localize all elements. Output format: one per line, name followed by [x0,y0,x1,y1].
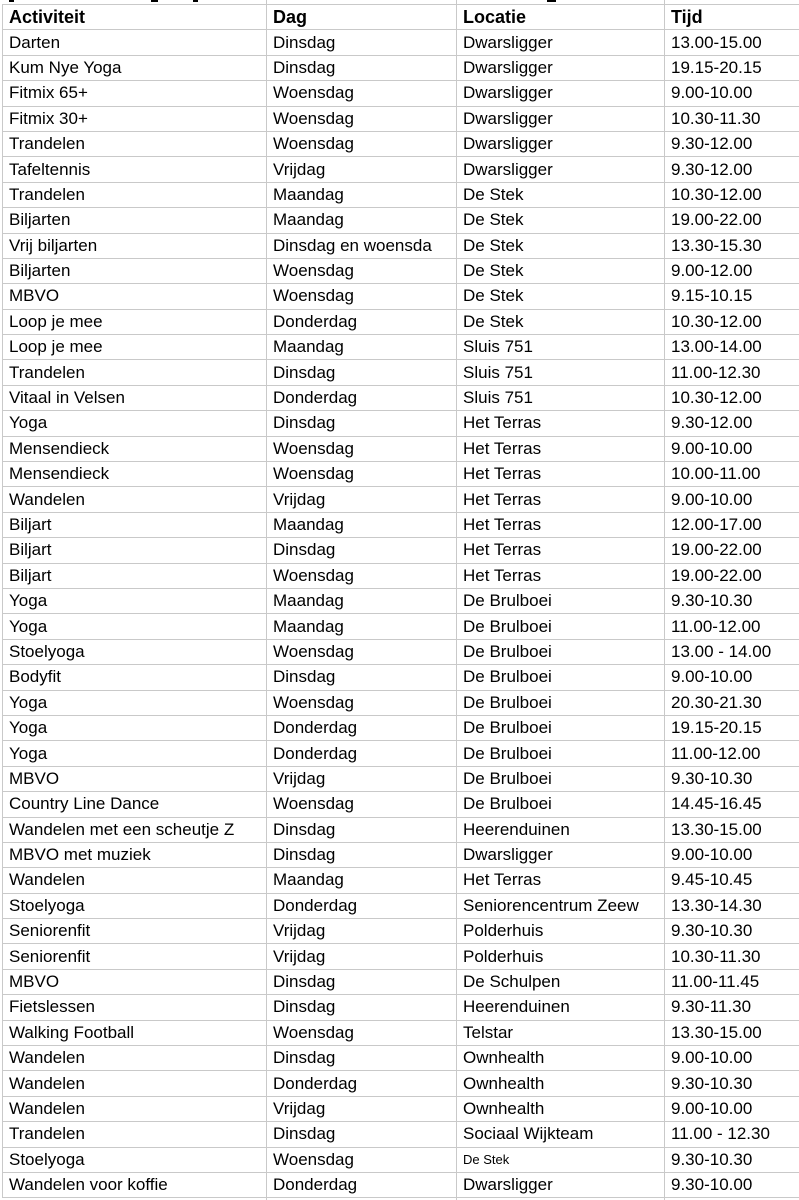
cell-activiteit[interactable]: MBVO [3,766,267,791]
cell-tijd[interactable]: 9.30-10.00 [665,1172,799,1197]
cell-dag[interactable]: Dinsdag [267,360,457,385]
table-row[interactable] [3,208,799,233]
cell-activiteit[interactable]: Walking Football [3,1020,267,1045]
cell-dag[interactable]: Woensdag [267,462,457,487]
table-row[interactable] [3,131,799,156]
cell-locatie[interactable]: Dwarsligger [457,106,665,131]
cell-activiteit[interactable]: Mensendieck [3,462,267,487]
cell-activiteit[interactable]: Stoelyoga [3,639,267,664]
cell-locatie[interactable]: Sociaal Wijkteam [457,1122,665,1147]
cell-tijd[interactable]: 13.00 - 14.00 [665,639,799,664]
cell-locatie[interactable]: Het Terras [457,868,665,893]
cell-locatie[interactable]: De Stek [457,1147,665,1172]
cell-tijd[interactable]: 10.30-12.00 [665,385,799,410]
cell-tijd[interactable]: 9.00-10.00 [665,81,799,106]
cell-tijd[interactable]: 13.30-14.30 [665,893,799,918]
cell-locatie[interactable]: Ownhealth [457,1071,665,1096]
cell-locatie[interactable]: Heerenduinen [457,817,665,842]
cell-dag[interactable]: Woensdag [267,563,457,588]
cell-locatie[interactable]: Het Terras [457,487,665,512]
cell-activiteit[interactable]: Yoga [3,715,267,740]
cell-dag[interactable]: Woensdag [267,639,457,664]
table-row[interactable] [3,792,799,817]
cell-locatie[interactable]: Sluis 751 [457,385,665,410]
cell-dag[interactable]: Dinsdag [267,842,457,867]
table-row[interactable] [3,766,799,791]
col-header-tijd[interactable]: Tijd [665,5,799,30]
cell-activiteit[interactable]: Wandelen [3,868,267,893]
cell-locatie[interactable]: Dwarsligger [457,157,665,182]
cell-locatie[interactable]: Het Terras [457,462,665,487]
table-row[interactable] [3,893,799,918]
cell-locatie[interactable]: De Brulboei [457,665,665,690]
table-row[interactable] [3,690,799,715]
table-row[interactable] [3,944,799,969]
cell-tijd[interactable]: 9.30-12.00 [665,131,799,156]
cell-tijd[interactable]: 10.30-12.00 [665,182,799,207]
cell-activiteit[interactable]: Stoelyoga [3,893,267,918]
cell-locatie[interactable]: De Brulboei [457,766,665,791]
cell-locatie[interactable]: De Brulboei [457,741,665,766]
cell-activiteit[interactable]: Trandelen [3,360,267,385]
cell-dag[interactable]: Vrijdag [267,766,457,791]
cell-tijd[interactable]: 9.30-10.30 [665,1147,799,1172]
cell-dag[interactable]: Vrijdag [267,944,457,969]
table-row[interactable] [3,1046,799,1071]
cell-activiteit[interactable]: Vitaal in Velsen [3,385,267,410]
cell-locatie[interactable]: Het Terras [457,512,665,537]
cell-tijd[interactable]: 9.30-10.30 [665,588,799,613]
cell-tijd[interactable]: 19.00-22.00 [665,208,799,233]
table-row[interactable] [3,817,799,842]
table-row[interactable] [3,1147,799,1172]
cell-tijd[interactable]: 11.00-12.00 [665,741,799,766]
cell-dag[interactable]: Dinsdag [267,411,457,436]
cell-dag[interactable]: Vrijdag [267,487,457,512]
cell-activiteit[interactable]: Biljarten [3,258,267,283]
cell-activiteit[interactable]: Trandelen [3,182,267,207]
cell-dag[interactable]: Woensdag [267,436,457,461]
cell-tijd[interactable]: 9.00-10.00 [665,1096,799,1121]
cell-dag[interactable]: Donderdag [267,1071,457,1096]
cell-tijd[interactable]: 9.00-12.00 [665,258,799,283]
cell-dag[interactable]: Maandag [267,868,457,893]
table-row[interactable] [3,462,799,487]
cell-dag[interactable]: Donderdag [267,715,457,740]
cell-dag[interactable]: Maandag [267,588,457,613]
cell-locatie[interactable]: Sluis 751 [457,360,665,385]
table-row[interactable] [3,665,799,690]
cell-locatie[interactable]: Ownhealth [457,1046,665,1071]
cell-tijd[interactable]: 13.30-15.00 [665,817,799,842]
cell-activiteit[interactable]: Country Line Dance [3,792,267,817]
cell-locatie[interactable]: Het Terras [457,411,665,436]
cell-dag[interactable]: Donderdag [267,1172,457,1197]
table-row[interactable] [3,106,799,131]
cell-dag[interactable]: Donderdag [267,385,457,410]
cell-tijd[interactable]: 9.00-10.00 [665,842,799,867]
cell-locatie[interactable]: Polderhuis [457,919,665,944]
clipped-text-fragment [547,0,556,2]
cell-tijd[interactable]: 9.30-10.30 [665,919,799,944]
table-row[interactable] [3,538,799,563]
cell-locatie[interactable]: Het Terras [457,538,665,563]
cell-tijd[interactable]: 12.00-17.00 [665,512,799,537]
cell-activiteit[interactable]: Bodyfit [3,665,267,690]
cell-dag[interactable]: Woensdag [267,1147,457,1172]
table-row[interactable] [3,715,799,740]
table-row[interactable] [3,1071,799,1096]
table-row[interactable] [3,182,799,207]
cell-dag[interactable]: Vrijdag [267,157,457,182]
table-row[interactable] [3,1172,799,1197]
table-row[interactable] [3,1096,799,1121]
cell-dag[interactable]: Woensdag [267,258,457,283]
cell-dag[interactable]: Dinsdag [267,665,457,690]
col-header-locatie[interactable]: Locatie [457,5,665,30]
cell-activiteit[interactable]: Tafeltennis [3,157,267,182]
cell-tijd[interactable]: 20.30-21.30 [665,690,799,715]
table-row[interactable] [3,588,799,613]
cell-tijd[interactable]: 9.30-10.30 [665,766,799,791]
clipped-text-fragment [9,0,14,2]
cell-locatie[interactable]: Het Terras [457,563,665,588]
cell-tijd[interactable]: 11.00-11.45 [665,969,799,994]
table-row[interactable] [3,842,799,867]
table-row[interactable] [3,385,799,410]
cell-dag[interactable]: Woensdag [267,1020,457,1045]
cell-tijd[interactable]: 11.00 - 12.30 [665,1122,799,1147]
cell-dag[interactable]: Maandag [267,335,457,360]
cell-tijd[interactable]: 9.30-11.30 [665,995,799,1020]
cell-activiteit[interactable]: Biljarten [3,208,267,233]
table-row[interactable] [3,81,799,106]
cell-dag[interactable]: Dinsdag [267,538,457,563]
cell-locatie[interactable]: De Brulboei [457,792,665,817]
cell-locatie[interactable]: De Brulboei [457,614,665,639]
cell-dag[interactable]: Dinsdag [267,1122,457,1147]
cell-locatie[interactable]: Polderhuis [457,944,665,969]
cell-activiteit[interactable]: Stoelyoga [3,1147,267,1172]
table-row[interactable] [3,30,799,55]
table-row[interactable] [3,639,799,664]
cell-locatie[interactable]: Ownhealth [457,1096,665,1121]
cell-dag[interactable]: Donderdag [267,741,457,766]
cell-activiteit[interactable]: Vrij biljarten [3,233,267,258]
cell-locatie[interactable]: De Brulboei [457,715,665,740]
cell-activiteit[interactable]: Biljart [3,512,267,537]
table-row[interactable] [3,614,799,639]
cell-activiteit[interactable]: Trandelen [3,131,267,156]
table-row[interactable] [3,868,799,893]
table-row[interactable] [3,233,799,258]
cell-locatie[interactable]: Heerenduinen [457,995,665,1020]
col-header-activiteit[interactable]: Activiteit [3,5,267,30]
cell-tijd[interactable]: 11.00-12.00 [665,614,799,639]
cell-tijd[interactable]: 9.00-10.00 [665,665,799,690]
cell-dag[interactable]: Woensdag [267,792,457,817]
cell-dag[interactable]: Maandag [267,614,457,639]
cell-dag[interactable]: Dinsdag [267,817,457,842]
cell-dag[interactable]: Dinsdag en woensda [267,233,457,258]
clipped-text-fragment [193,0,198,2]
table-row[interactable] [3,157,799,182]
cell-locatie[interactable]: De Brulboei [457,588,665,613]
table-row[interactable] [3,487,799,512]
cell-tijd[interactable]: 9.15-10.15 [665,284,799,309]
cell-tijd[interactable]: 13.00-14.00 [665,335,799,360]
table-row[interactable] [3,309,799,334]
table-body [3,30,799,1198]
cell-locatie[interactable]: De Stek [457,182,665,207]
cell-tijd[interactable]: 19.00-22.00 [665,563,799,588]
cell-dag[interactable]: Woensdag [267,690,457,715]
cell-tijd[interactable]: 19.00-22.00 [665,538,799,563]
table-row[interactable] [3,919,799,944]
cell-dag[interactable]: Dinsdag [267,995,457,1020]
cell-tijd[interactable]: 13.30-15.30 [665,233,799,258]
cell-tijd[interactable]: 10.00-11.00 [665,462,799,487]
cell-activiteit[interactable]: MBVO met muziek [3,842,267,867]
cell-activiteit[interactable]: Fitmix 65+ [3,81,267,106]
cell-tijd[interactable]: 10.30-11.30 [665,106,799,131]
cell-locatie[interactable]: Dwarsligger [457,131,665,156]
table-row[interactable] [3,741,799,766]
cell-tijd[interactable]: 19.15-20.15 [665,55,799,80]
cell-activiteit[interactable]: Mensendieck [3,436,267,461]
cell-locatie[interactable]: De Schulpen [457,969,665,994]
cell-locatie[interactable]: Dwarsligger [457,81,665,106]
cell-locatie[interactable]: Dwarsligger [457,55,665,80]
cell-tijd[interactable]: 10.30-12.00 [665,309,799,334]
cell-dag[interactable]: Maandag [267,208,457,233]
table-row[interactable] [3,995,799,1020]
cell-activiteit[interactable]: Trandelen [3,1122,267,1147]
cell-activiteit[interactable]: MBVO [3,284,267,309]
cell-tijd[interactable]: 9.00-10.00 [665,487,799,512]
cell-dag[interactable]: Woensdag [267,81,457,106]
cell-dag[interactable]: Maandag [267,512,457,537]
cell-locatie[interactable]: Dwarsligger [457,1172,665,1197]
cell-locatie[interactable]: De Brulboei [457,639,665,664]
cell-activiteit[interactable]: Biljart [3,538,267,563]
table-row[interactable] [3,360,799,385]
activities-table [2,4,799,1198]
cell-locatie[interactable]: De Stek [457,233,665,258]
grid-line [266,0,267,4]
cell-dag[interactable]: Dinsdag [267,1046,457,1071]
table-row[interactable] [3,411,799,436]
table-row[interactable] [3,1020,799,1045]
cell-tijd[interactable]: 9.30-12.00 [665,411,799,436]
cell-tijd[interactable]: 9.30-12.00 [665,157,799,182]
cell-activiteit[interactable]: Yoga [3,614,267,639]
grid-line [664,0,665,4]
cell-activiteit[interactable]: Wandelen [3,487,267,512]
table-row[interactable] [3,969,799,994]
cell-locatie[interactable]: Seniorencentrum Zeew [457,893,665,918]
cell-tijd[interactable]: 9.45-10.45 [665,868,799,893]
cell-dag[interactable]: Maandag [267,182,457,207]
cell-tijd[interactable]: 10.30-11.30 [665,944,799,969]
cell-activiteit[interactable]: Fitmix 30+ [3,106,267,131]
cell-tijd[interactable]: 9.00-10.00 [665,436,799,461]
cell-activiteit[interactable]: Yoga [3,411,267,436]
cell-activiteit[interactable]: Yoga [3,741,267,766]
table-row[interactable] [3,512,799,537]
cell-locatie[interactable]: Dwarsligger [457,30,665,55]
col-header-dag[interactable]: Dag [267,5,457,30]
cell-activiteit[interactable]: Yoga [3,588,267,613]
cell-locatie[interactable]: De Stek [457,208,665,233]
cell-tijd[interactable]: 14.45-16.45 [665,792,799,817]
cell-activiteit[interactable]: Wandelen [3,1071,267,1096]
cell-activiteit[interactable]: Darten [3,30,267,55]
cell-activiteit[interactable]: Loop je mee [3,309,267,334]
cell-tijd[interactable]: 9.00-10.00 [665,1046,799,1071]
cell-activiteit[interactable]: Wandelen [3,1096,267,1121]
cell-activiteit[interactable]: Wandelen [3,1046,267,1071]
cell-activiteit[interactable]: Loop je mee [3,335,267,360]
cell-activiteit[interactable]: Seniorenfit [3,919,267,944]
cell-tijd[interactable]: 9.30-10.30 [665,1071,799,1096]
cell-tijd[interactable]: 19.15-20.15 [665,715,799,740]
cell-locatie[interactable]: Het Terras [457,436,665,461]
clipped-text-fragment [151,0,158,2]
table-row[interactable] [3,436,799,461]
cell-activiteit[interactable]: Yoga [3,690,267,715]
clipped-row-above [2,0,799,4]
cell-dag[interactable]: Vrijdag [267,919,457,944]
cell-dag[interactable]: Woensdag [267,284,457,309]
cell-locatie[interactable]: Sluis 751 [457,335,665,360]
cell-activiteit[interactable]: Biljart [3,563,267,588]
cell-dag[interactable]: Woensdag [267,106,457,131]
cell-locatie[interactable]: De Brulboei [457,690,665,715]
table-row[interactable] [3,284,799,309]
header-row [3,5,799,30]
cell-dag[interactable]: Vrijdag [267,1096,457,1121]
cell-locatie[interactable]: Dwarsligger [457,842,665,867]
cell-locatie[interactable]: Telstar [457,1020,665,1045]
table-row[interactable] [3,563,799,588]
table-row[interactable] [3,335,799,360]
cell-dag[interactable]: Dinsdag [267,55,457,80]
cell-tijd[interactable]: 13.30-15.00 [665,1020,799,1045]
table-row[interactable] [3,1122,799,1147]
cell-locatie[interactable]: De Stek [457,284,665,309]
cell-tijd[interactable]: 11.00-12.30 [665,360,799,385]
cell-locatie[interactable]: De Stek [457,309,665,334]
cell-dag[interactable]: Donderdag [267,309,457,334]
cell-activiteit[interactable]: MBVO [3,969,267,994]
cell-tijd[interactable]: 13.00-15.00 [665,30,799,55]
cell-dag[interactable]: Woensdag [267,131,457,156]
cell-activiteit[interactable]: Fietslessen [3,995,267,1020]
cell-activiteit[interactable]: Kum Nye Yoga [3,55,267,80]
cell-locatie[interactable]: De Stek [457,258,665,283]
grid-line [456,0,457,4]
cell-dag[interactable]: Donderdag [267,893,457,918]
table-row[interactable] [3,258,799,283]
cell-dag[interactable]: Dinsdag [267,30,457,55]
cell-activiteit[interactable]: Wandelen met een scheutje Z [3,817,267,842]
cell-activiteit[interactable]: Wandelen voor koffie [3,1172,267,1197]
cell-dag[interactable]: Dinsdag [267,969,457,994]
table-row[interactable] [3,55,799,80]
cell-activiteit[interactable]: Seniorenfit [3,944,267,969]
